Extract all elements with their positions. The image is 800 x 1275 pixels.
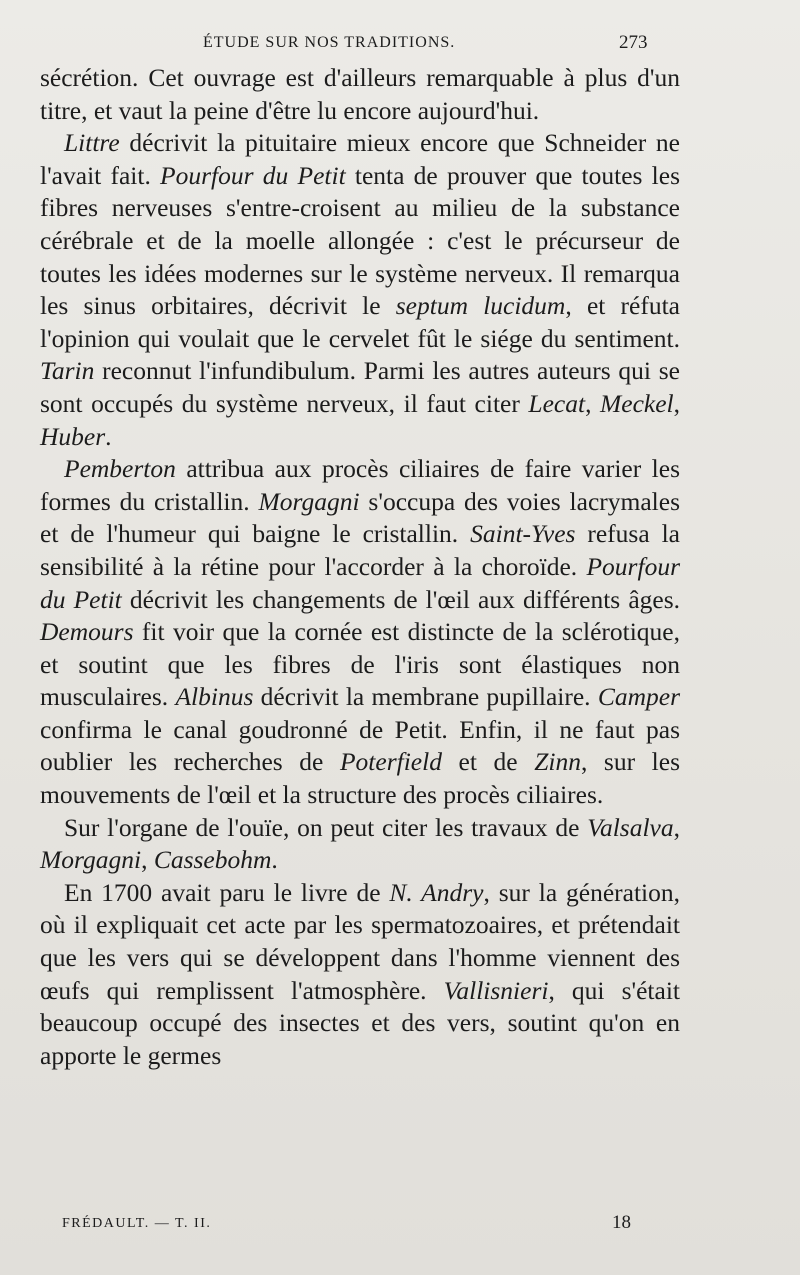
text-run: En 1700 avait paru le livre de bbox=[64, 877, 390, 907]
text-run: . bbox=[271, 845, 278, 875]
paragraph bbox=[40, 877, 680, 1073]
italic-name: Vallisnieri bbox=[443, 975, 549, 1005]
text-run: . bbox=[105, 421, 112, 451]
paragraph bbox=[40, 62, 680, 127]
text-run: , qui s'était beaucoup occupé des insectes et des vers, soutint qu'on en apporte le germes bbox=[40, 975, 680, 1070]
italic-name: Tarin bbox=[40, 356, 95, 386]
text-run: Sur l'organe de l'ouïe, on peut citer les travaux de bbox=[64, 812, 588, 842]
text-run: , bbox=[585, 388, 601, 418]
text-run: , bbox=[673, 388, 681, 418]
italic-name: Pourfour du Petit bbox=[160, 160, 346, 190]
italic-name: septum lucidum bbox=[395, 291, 566, 321]
text-run: et de bbox=[441, 747, 535, 777]
italic-name: Poterfield bbox=[339, 747, 442, 777]
running-title: ÉTUDE SUR NOS TRADITIONS. bbox=[203, 34, 456, 51]
text-run: refusa la sensibilité à la rétine pour l'accorder à la choroïde. bbox=[40, 519, 680, 581]
italic-name: Meckel bbox=[600, 388, 674, 418]
paragraph bbox=[40, 812, 680, 877]
text-run: reconnut l'infundibulum. Parmi les autres auteurs qui se sont occupés du système nerveux, il faut citer bbox=[40, 356, 680, 418]
text-run: , bbox=[141, 845, 154, 875]
paragraph bbox=[40, 453, 680, 812]
text-run: décrivit la membrane pupillaire. bbox=[253, 682, 598, 712]
page-number: 273 bbox=[619, 32, 648, 53]
text-run: , sur la génération, où il expliquait cet acte par les spermatozoaires, et prétendait que les vers qui se développent dans l'homme viennent des œufs qui remplissent l'atmosphère. bbox=[40, 877, 680, 1005]
signature-mark: FRÉDAULT. — T. II. bbox=[62, 1216, 212, 1231]
folio-number: 18 bbox=[612, 1212, 631, 1233]
text-run: sécrétion. Cet ouvrage est d'ailleurs remarquable à plus d'un titre, et vaut la peine d'être lu encore aujourd'hui. bbox=[40, 63, 680, 125]
text-body bbox=[40, 62, 680, 1072]
italic-name: Demours bbox=[40, 617, 134, 647]
italic-name: Morgagni bbox=[40, 845, 142, 875]
italic-name: Huber bbox=[40, 421, 106, 451]
italic-name: Pemberton bbox=[64, 454, 176, 484]
running-head bbox=[0, 32, 800, 58]
italic-name: N. Andry bbox=[389, 877, 484, 907]
text-run: , et réfuta l'opinion qui voulait que le cervelet fût le siége du sentiment. bbox=[40, 291, 681, 353]
page-footer bbox=[0, 1212, 800, 1236]
text-run: , sur les mouvements de l'œil et la structure des procès ciliaires. bbox=[40, 747, 681, 810]
paragraph bbox=[40, 127, 680, 453]
text-run: décrivit les changements de l'œil aux différents âges. bbox=[121, 584, 681, 614]
italic-name: Pourfour du Petit bbox=[40, 551, 680, 614]
italic-name: Valsalva bbox=[587, 812, 674, 842]
text-run: , bbox=[673, 812, 680, 842]
italic-name: Camper bbox=[597, 682, 680, 712]
text-run: confirma le canal goudronné de Petit. Enfin, il ne faut pas oublier les recherches de bbox=[40, 714, 680, 777]
text-run: tenta de prouver que toutes les fibres nerveuses s'entre-croisent au milieu de la substance cérébrale et de la moelle allongée : c'est le précurseur de toutes les idées modernes sur le système nerveux. Il remarqua les sinus orbitaires, décrivit le bbox=[40, 160, 680, 321]
text-run: fit voir que la cornée est distincte de la sclérotique, et soutint que les fibres de l'iris sont élastiques non musculaires. bbox=[40, 617, 680, 712]
italic-name: Saint-Yves bbox=[470, 519, 576, 549]
text-run: attribua aux procès ciliaires de faire varier les formes du cristallin. bbox=[40, 454, 680, 516]
italic-name: Zinn bbox=[534, 747, 581, 777]
italic-name: Lecat bbox=[528, 388, 586, 418]
italic-name: Albinus bbox=[175, 682, 254, 712]
italic-name: Littre bbox=[64, 128, 120, 158]
italic-name: Morgagni bbox=[258, 486, 360, 516]
italic-name: Cassebohm bbox=[153, 845, 272, 875]
text-run: décrivit la pituitaire mieux encore que Schneider ne l'avait fait. bbox=[40, 128, 680, 190]
text-run: s'occupa des voies lacrymales et de l'humeur qui baigne le cristallin. bbox=[40, 486, 680, 549]
